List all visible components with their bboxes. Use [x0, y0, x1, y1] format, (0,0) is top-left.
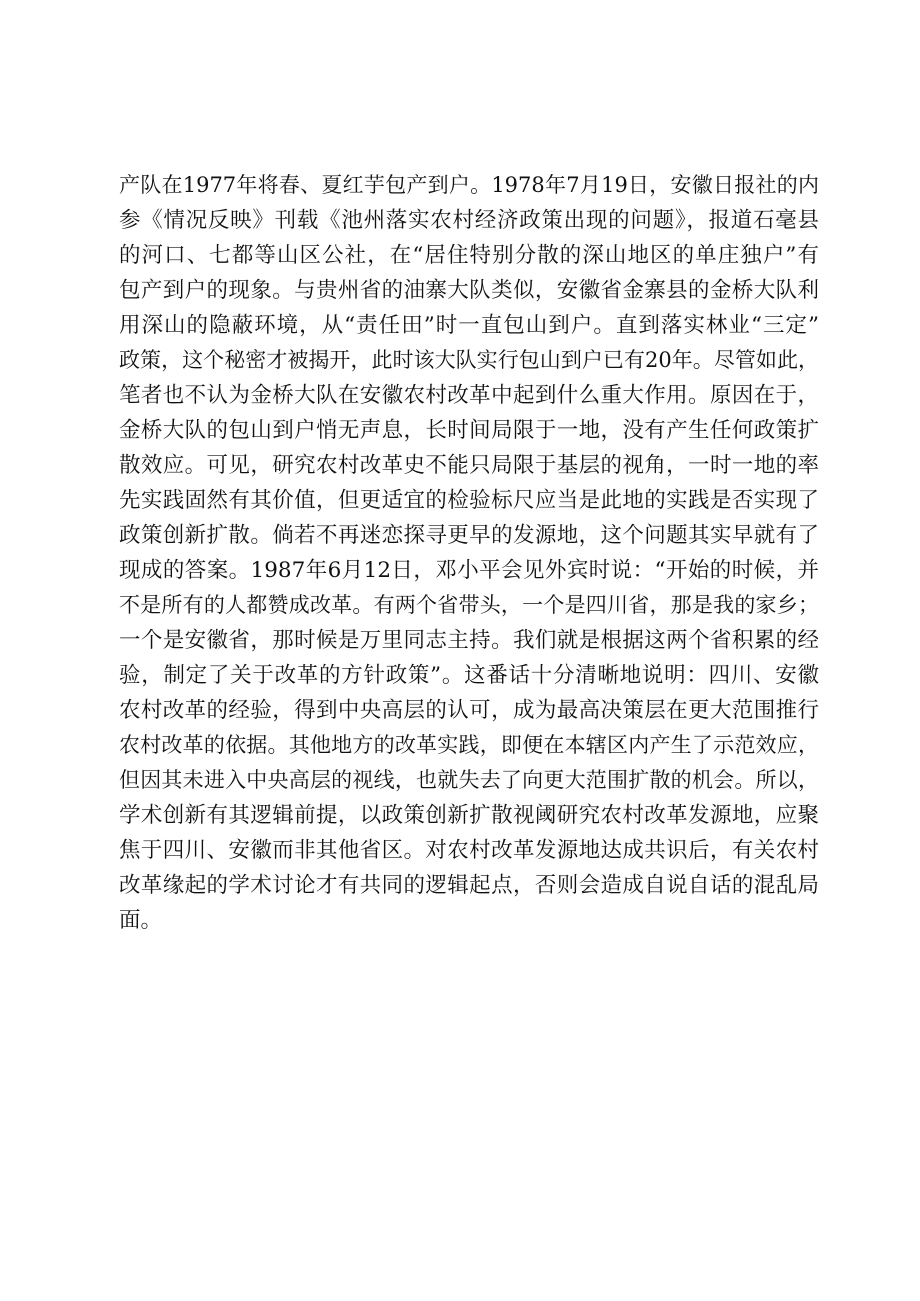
- text-line: 学术创新有其逻辑前提，以政策创新扩散视阈研究农村改革发源地，应聚: [119, 803, 819, 828]
- text-line: 农村改革的依据。其他地方的改革实践，即便在本辖区内产生了示范效应，: [119, 733, 819, 757]
- text-line: 政策创新扩散。倘若不再迷恋探寻更早的发源地，这个问题其实早就有了: [119, 523, 819, 548]
- text-line: 农村改革的经验，得到中央高层的认可，成为最高决策层在更大范围推行: [119, 698, 819, 723]
- text-line: 政策，这个秘密才被揭开，此时该大队实行包山到户已有20年。尽管如此，: [119, 348, 819, 372]
- text-line: 包产到户的现象。与贵州省的油寨大队类似，安徽省金寨县的金桥大队利: [119, 278, 819, 303]
- text-line: 面。: [119, 908, 163, 933]
- text-line: 现成的答案。1987年6月12日，邓小平会见外宾时说：“开始的时候，并: [119, 558, 819, 583]
- text-line: 散效应。可见，研究农村改革史不能只局限于基层的视角，一时一地的率: [119, 453, 819, 478]
- text-line: 的河口、七都等山区公社，在“居住特别分散的深山地区的单庄独户”有: [119, 243, 819, 268]
- text-line: 参《情况反映》刊载《池州落实农村经济政策出现的问题》，报道石毫县: [119, 208, 819, 233]
- text-line: 产队在1977年将春、夏红芋包产到户。1978年7月19日，安徽日报社的内: [119, 173, 819, 197]
- text-line: 笔者也不认为金桥大队在安徽农村改革中起到什么重大作用。原因在于，: [119, 383, 819, 408]
- text-line: 但因其未进入中央高层的视线，也就失去了向更大范围扩散的机会。所以，: [119, 768, 819, 792]
- text-line: 验，制定了关于改革的方针政策”。这番话十分清晰地说明：四川、安徽: [119, 663, 819, 688]
- text-line: 不是所有的人都赞成改革。有两个省带头，一个是四川省，那是我的家乡；: [119, 593, 819, 617]
- text-line: 先实践固然有其价值，但更适宜的检验标尺应当是此地的实践是否实现了: [119, 488, 819, 513]
- body-paragraph: [119, 168, 819, 938]
- text-line: 金桥大队的包山到户悄无声息，长时间局限于一地，没有产生任何政策扩: [119, 418, 819, 443]
- text-line: 焦于四川、安徽而非其他省区。对农村改革发源地达成共识后，有关农村: [119, 838, 819, 863]
- text-line: 改革缘起的学术讨论才有共同的逻辑起点，否则会造成自说自话的混乱局: [119, 873, 819, 898]
- text-line: 用深山的隐蔽环境，从“责任田”时一直包山到户。直到落实林业“三定”: [119, 313, 819, 338]
- text-line: 一个是安徽省，那时候是万里同志主持。我们就是根据这两个省积累的经: [119, 628, 819, 653]
